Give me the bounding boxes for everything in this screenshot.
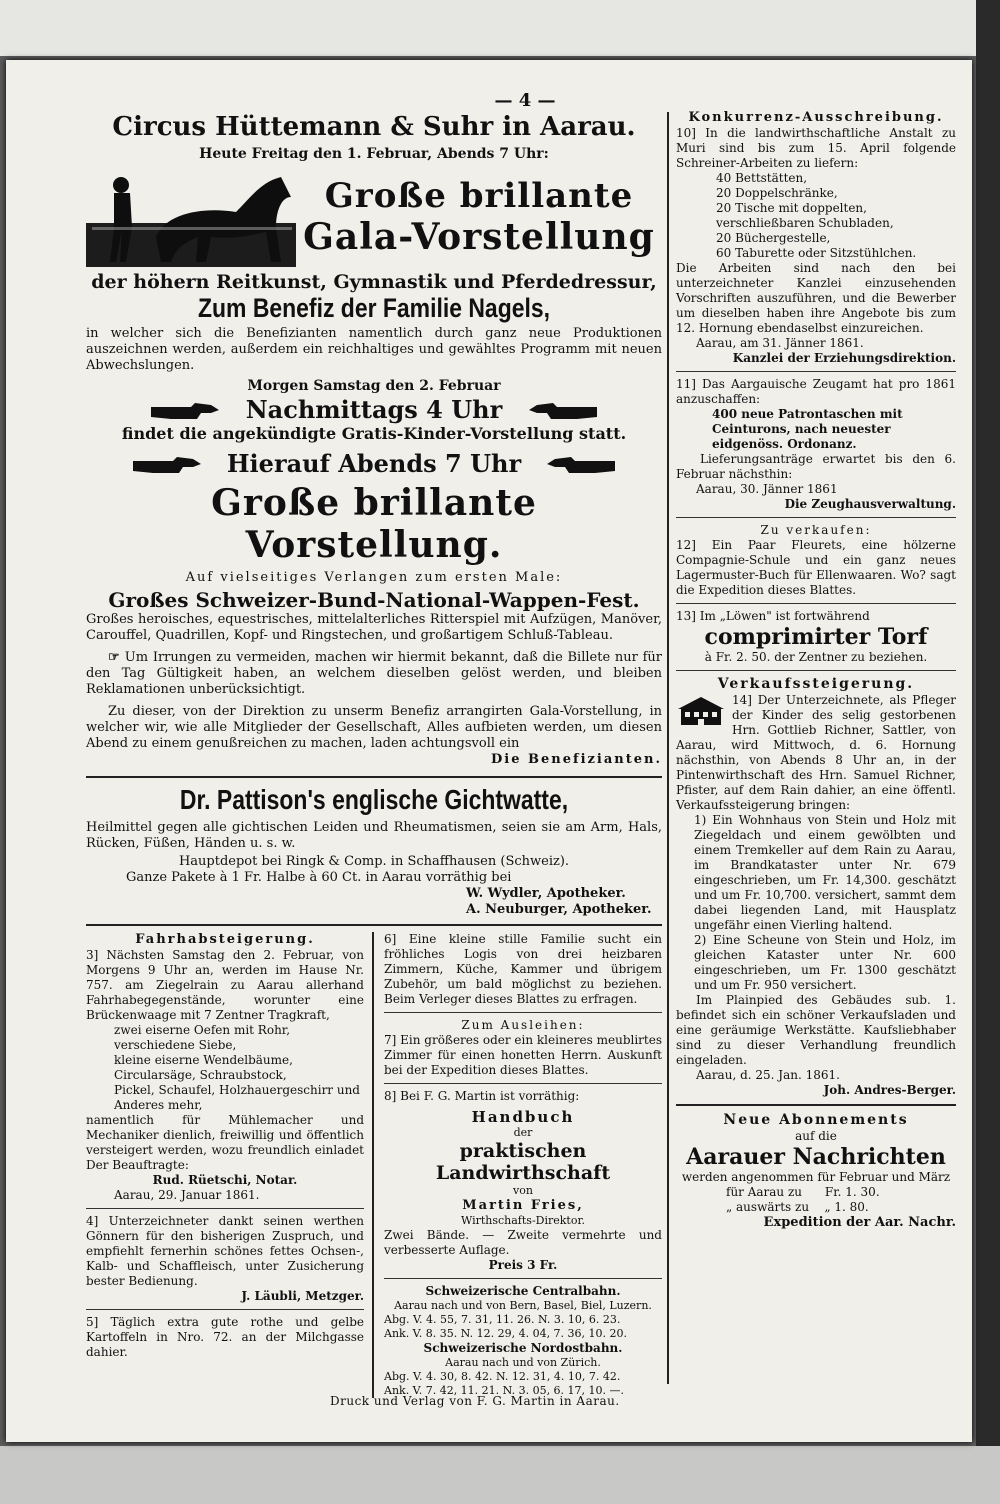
ad10-heading: Konkurrenz-Ausschreibung.: [688, 110, 944, 125]
ad13-tail: à Fr. 2. 50. der Zentner zu beziehen.: [704, 650, 928, 664]
ad14-text: 14] Der Unterzeichnete, als Pfleger der Kinder des selig gestorbenen Hrn. Gottlieb Richner, Sattler, von Aarau, wird Mittwoch, d. 6. Hornung nächsthin, von Abends 8 Uhr an, in der Pintenwirthschaft des Hrn. Samuel Richner, Pfister, auf dem Rain dahier, an eine öffentl. Verkaufssteigerung bringen:: [676, 693, 956, 812]
fest-description: Großes heroisches, equestrisches, mittelalterliches Ritterspiel mit Aufzügen, Manöver, Carouffel, Quadrillen, Kopf- und Ringstechen, und großartigem Schluß-Tableau.: [86, 612, 662, 643]
ad8-price: Preis 3 Fr.: [488, 1258, 558, 1272]
ad3-item-5: Pickel, Schaufel, Holzhauergeschirr und Anderes mehr,: [114, 1083, 360, 1112]
ad-divider: [384, 1012, 662, 1013]
ad3-item-1: zwei eiserne Oefen mit Rohr,: [114, 1023, 291, 1037]
abo-auf: auf die: [795, 1129, 837, 1143]
ad8-book-line-1: Handbuch: [471, 1108, 575, 1126]
ad10-item-5: 60 Taburette oder Sitzstühlchen.: [716, 246, 917, 260]
ad10-item-3: 20 Tische mit doppelten, verschließbaren Schubladen,: [716, 201, 894, 230]
rail-heading-1: Schweizerische Centralbahn.: [425, 1284, 621, 1298]
ad8-role: Wirthschafts-Direktor.: [460, 1214, 586, 1227]
section-divider: [86, 924, 662, 926]
ad-divider: [676, 371, 956, 372]
ad7-heading: Zum Ausleihen:: [461, 1018, 585, 1032]
ad10-signature: Kanzlei der Erziehungsdirektion.: [732, 351, 956, 365]
column-divider: [667, 112, 669, 1384]
scan-top-margin: [0, 0, 1000, 56]
pattison-seller-1: W. Wydler, Apotheker.: [466, 886, 626, 901]
grosse-vorstellung: Große brillante Vorstellung.: [211, 482, 537, 566]
circus-intro: in welcher sich die Benefizianten namentlich durch ganz neue Produktionen auszeichnen werden, außerdem ein reichhaltiges und gewähltes Programm mit neuen Abwechslungen.: [86, 326, 662, 373]
ad-divider: [676, 517, 956, 518]
ad11-date: Aarau, 30. Jänner 1861: [696, 482, 838, 496]
ad10-item-1: 40 Bettstätten,: [716, 171, 808, 185]
rail-departure-1: Abg. V. 4. 55, 7. 31, 11. 26. N. 3. 10, 6. 23.: [384, 1313, 621, 1326]
scan-right-edge: [976, 0, 1000, 1504]
small-ads: [86, 932, 662, 1398]
ad3-date: Aarau, 29. Januar 1861.: [114, 1188, 260, 1202]
ad8-der: der: [513, 1126, 533, 1139]
ad10-date: Aarau, am 31. Jänner 1861.: [696, 336, 864, 350]
ad14-item-2: 2) Eine Scheune von Stein und Holz, im gleichen Kataster unter Nr. 600 eingeschrieben, um Fr. 1300 geschätzt und um Fr. 950 versichert.: [694, 933, 956, 992]
ad11-item: [676, 407, 956, 452]
ad-divider: [384, 1083, 662, 1084]
section-divider: [86, 776, 662, 778]
rail-heading-2: Schweizerische Nordostbahn.: [423, 1341, 623, 1355]
ad8-volumes: Zwei Bände. — Zweite vermehrte und verbesserte Auflage.: [384, 1228, 662, 1257]
small-ads-left: [86, 932, 374, 1398]
ad10-item-4: 20 Büchergestelle,: [716, 231, 831, 245]
house-icon: [676, 695, 726, 727]
section-divider: [676, 1104, 956, 1106]
pointing-hand-right-icon: [133, 455, 203, 477]
ad13-text: 13] Im „Löwen" ist fortwährend: [676, 609, 870, 623]
pointing-hand-small-icon: ☞: [108, 650, 125, 665]
ad6-text: 6] Eine kleine stille Familie sucht ein fröhliches Logis von drei heizbaren Zimmern, Küche, Kammer und übrigem Zubehör, um bald möglichst zu beziehen. Beim Verleger dieses Blattes zu erfragen.: [384, 932, 662, 1006]
ad14-tail: Im Plainpied des Gebäudes sub. 1. befindet sich ein schöner Verkaufsladen und eine geräumige Werkstätte. Kaufsliebhaber sind zu dieser Verhandlung freundlich eingeladen.: [676, 993, 956, 1067]
ad3-item-4: Circularsäge, Schraubstock,: [114, 1068, 287, 1082]
ad-divider: [676, 670, 956, 671]
circus-date: Heute Freitag den 1. Februar, Abends 7 Uhr:: [199, 146, 549, 162]
pointing-hand-right-icon: [151, 401, 221, 423]
benefiz-heading: Zum Benefiz der Familie Nagels,: [197, 293, 551, 323]
gala-title-block: [296, 176, 662, 258]
gratis-line: findet die angekündigte Gratis-Kinder-Vorstellung statt.: [121, 424, 627, 443]
abo-price-auswaerts: „ auswärts zu „ 1. 80.: [726, 1200, 869, 1214]
pattison-price: Ganze Pakete à 1 Fr. Halbe à 60 Ct. in Aarau vorräthig bei: [126, 870, 512, 885]
page-number: — 4 —: [494, 90, 556, 111]
ad3-signature: Rud. Rüetschi, Notar.: [152, 1173, 298, 1187]
left-column: [86, 90, 662, 1398]
ad3-heading: Fahrhabsteigerung.: [135, 932, 315, 947]
ad10-text: 10] In die landwirthschaftliche Anstalt zu Muri sind bis zum 15. April folgende Schreiner-Arbeiten zu liefern:: [676, 126, 956, 170]
nachmittags-text: Nachmittags 4 Uhr: [245, 395, 503, 424]
abo-price-aarau: für Aarau zu Fr. 1. 30.: [726, 1185, 880, 1199]
imprint-footer: Druck und Verlag von F. G. Martin in Aarau.: [330, 1394, 620, 1408]
ad7-text: 7] Ein größeres oder ein kleineres meublirtes Zimmer für einen honetten Herrn. Auskunft bei der Expedition dieses Blattes.: [384, 1033, 662, 1077]
ad5-text: 5] Täglich extra gute rothe und gelbe Kartoffeln in Nro. 72. an der Milchgasse dahier.: [86, 1315, 364, 1359]
hierauf-text: Hierauf Abends 7 Uhr: [226, 449, 522, 478]
rail-departure-2: Abg. V. 4. 30, 8. 42. N. 12. 31, 4. 10, 7. 42.: [384, 1370, 621, 1383]
abo-heading: Neue Abonnements: [723, 1112, 909, 1128]
ad3-item-3: kleine eiserne Wendelbäume,: [114, 1053, 293, 1067]
ad-divider: [86, 1309, 364, 1310]
right-column: [676, 110, 956, 1231]
rail-subtitle-1: Aarau nach und von Bern, Basel, Biel, Luzern.: [394, 1299, 652, 1312]
ad10-tail: Die Arbeiten sind nach den bei unterzeichneter Kanzlei einzusehenden Vorschriften auszuführen, und die Bewerber um dieselben haben ihre Angebote bis zum 12. Hornung ebendaselbst einzureichen.: [676, 261, 956, 335]
pointing-hand-left-icon: [527, 401, 597, 423]
verlangen-line: Auf vielseitiges Verlangen zum ersten Male:: [185, 570, 563, 585]
ad11-signature: Die Zeughausverwaltung.: [784, 497, 956, 511]
ad4-signature: J. Läubli, Metzger.: [241, 1289, 364, 1303]
ad3-text: 3] Nächsten Samstag den 2. Februar, von Morgens 9 Uhr an, werden im Hause Nr. 757. am Ziegelrain zu Aarau allerhand Fahrhabegegenstände, worunter eine Brückenwaage mit 7 Zentner Tragkraft,: [86, 948, 364, 1022]
rail-arrival-1: Ank. V. 8. 35. N. 12. 29, 4. 04, 7. 36, 10. 20.: [384, 1327, 628, 1340]
gala-line-1: Große brillante: [324, 176, 634, 216]
pattison-seller-2: A. Neuburger, Apotheker.: [466, 902, 652, 917]
ad11-text: 11] Das Aargauische Zeugamt hat pro 1861 anzuschaffen:: [676, 377, 956, 406]
ad10-item-2: 20 Doppelschränke,: [716, 186, 838, 200]
fest-heading: Großes Schweizer-Bund-National-Wappen-Fest.: [108, 588, 640, 612]
pattison-description: Heilmittel gegen alle gichtischen Leiden und Rheumatismen, seien sie am Arm, Hals, Rücken, Füßen, Händen u. s. w.: [86, 820, 662, 851]
ad12-heading: Zu verkaufen:: [760, 523, 872, 537]
ad8-book-line-2: praktischen Landwirthschaft: [435, 1140, 611, 1184]
abo-text: werden angenommen für Februar und März: [681, 1170, 951, 1184]
ad11-item-text: 400 neue Patrontaschen mit Ceinturons, nach neuester eidgenöss. Ordonanz.: [712, 407, 903, 451]
ad14-heading: Verkaufssteigerung.: [717, 676, 915, 692]
ad14-item-1: 1) Ein Wohnhaus von Stein und Holz mit Ziegeldach und einem gewölbten und einem Tremkeller auf dem Rain zu Aarau, im Brandkataster unter Nr. 679 eingeschrieben, um Fr. 14,300. geschätzt und um Fr. 10,700. versichert, sammt dem dabei liegenden Land, mit Hausplatz ungefähr einen Vierling haltend.: [694, 813, 956, 932]
ad13-big: comprimirter Torf: [704, 624, 928, 650]
samstag-date: Morgen Samstag den 2. Februar: [247, 378, 501, 394]
benefizianten-signature: Die Benefizianten.: [491, 752, 662, 767]
circus-title: Circus Hüttemann & Suhr in Aarau.: [112, 112, 636, 142]
gala-header: [86, 167, 662, 267]
ad14-signature: Joh. Andres-Berger.: [823, 1083, 956, 1097]
rail-subtitle-2: Aarau nach und von Zürich.: [445, 1356, 601, 1369]
abo-title: Aarauer Nachrichten: [686, 1144, 946, 1170]
ad4-text: 4] Unterzeichneter dankt seinen werthen Gönnern für den bisherigen Zuspruch, und empfiehlt fernerhin schönes fettes Ochsen-, Kalb- und Schaffleisch, unter Zusicherung bester Bedienung.: [86, 1214, 364, 1288]
hierauf-line: [86, 449, 662, 478]
ad-divider: [384, 1278, 662, 1279]
ad8-von: von: [513, 1184, 533, 1197]
ad8-intro: 8] Bei F. G. Martin ist vorräthig:: [384, 1089, 580, 1103]
gala-line-2: Gala-Vorstellung: [303, 216, 655, 258]
pattison-heading: Dr. Pattison's englische Gichtwatte,: [179, 784, 569, 815]
ad12-text: 12] Ein Paar Fleurets, eine hölzerne Compagnie-Schule und ein ganz neues Lagermuster-Buch für Ellenwaaren. Wo? sagt die Expedition dieses Blattes.: [676, 538, 956, 597]
scan-bottom-margin: [0, 1446, 1000, 1504]
einladung-text: Zu dieser, von der Direktion zu unserm Benefiz arrangirten Gala-Vorstellung, in welcher wir, wie alle Mitglieder der Gesellschaft, Alles aufbieten werden, um diesen Abend zu einem genußreichen zu machen, laden achtungsvoll ein: [86, 704, 662, 751]
irrungen-text: Um Irrungen zu vermeiden, machen wir hiermit bekannt, daß die Billete nur für den Tag Gültigkeit haben, an welchem dieselben gelöst werden, und bleiben Reklamationen unberücksichtigt.: [86, 650, 662, 697]
irrungen-notice: [86, 650, 662, 698]
pointing-hand-left-icon: [545, 455, 615, 477]
ad14-date: Aarau, d. 25. Jan. 1861.: [696, 1068, 840, 1082]
ad3-tail: namentlich für Mühlemacher und Mechaniker dienlich, freiwillig und öffentlich versteigert werden, wozu freundlich einladet Der Beauftragte:: [86, 1113, 364, 1172]
ad-divider: [676, 603, 956, 604]
small-ads-right: [374, 932, 662, 1398]
circus-subtitle: der höhern Reitkunst, Gymnastik und Pferdedressur,: [91, 271, 657, 293]
ad11-tail: Lieferungsanträge erwartet bis den 6. Februar nächsthin:: [676, 452, 956, 481]
pattison-depot: Hauptdepot bei Ringk & Comp. in Schaffhausen (Schweiz).: [178, 854, 570, 869]
nachmittags-line: [86, 395, 662, 424]
ad8-author: Martin Fries,: [462, 1198, 584, 1213]
ad14-body: [676, 693, 956, 813]
abo-signature: Expedition der Aar. Nachr.: [763, 1215, 956, 1230]
rail-arrival-2: Ank. V. 7. 42, 11. 21. N. 3. 05, 6. 17, 10. —.: [384, 1384, 625, 1397]
horse-rider-illustration: [86, 167, 296, 267]
ad3-item-2: verschiedene Siebe,: [114, 1038, 237, 1052]
ad-divider: [86, 1208, 364, 1209]
